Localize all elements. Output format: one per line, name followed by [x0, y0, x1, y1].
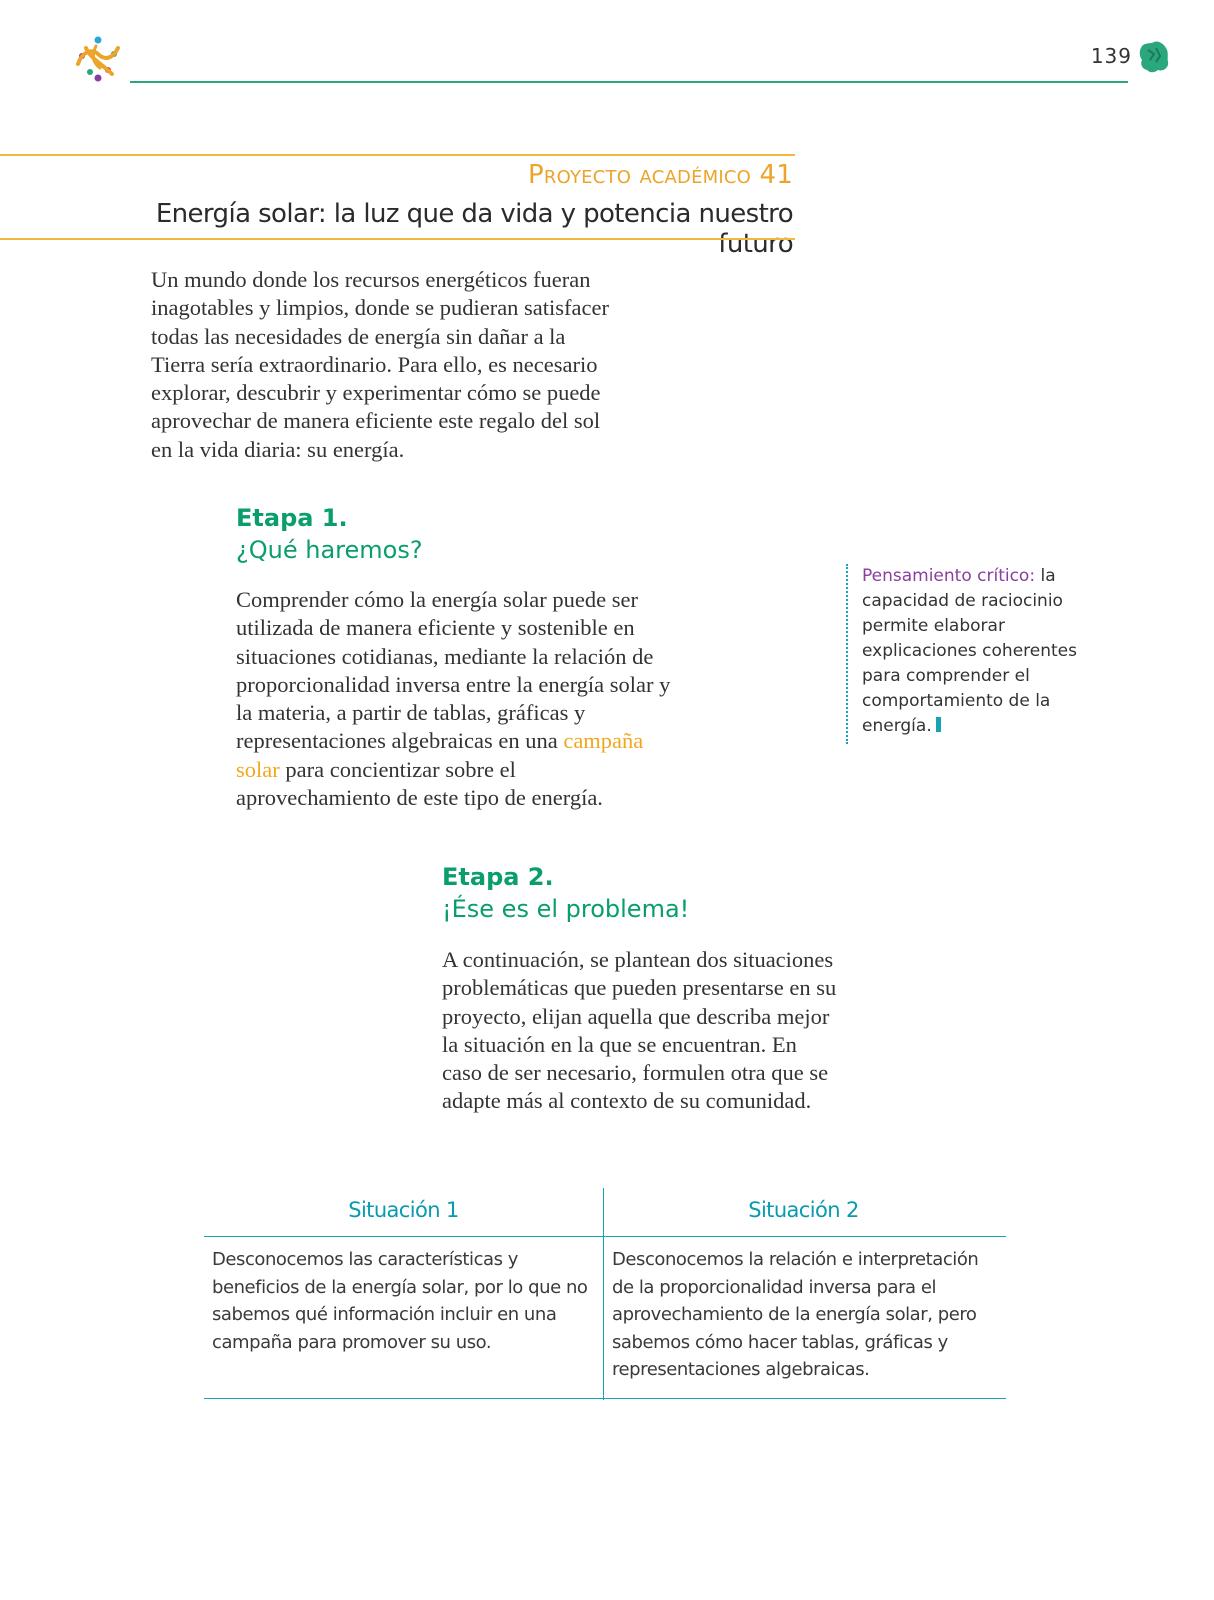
etapa1-subheading: ¿Qué haremos?	[236, 536, 423, 564]
etapa2-paragraph: A continuación, se plantean dos situaciones problemáticas que pueden presentarse en su proyecto, elijan aquella que describa mejor la situación en la que se encuentran. En caso de ser necesario, formulen otra que se adapte más al contexto de su comunidad.	[442, 947, 837, 1114]
title-rule-bottom	[0, 238, 795, 240]
etapa2-subheading: ¡Ése es el problema!	[442, 895, 690, 923]
etapa1-heading-block	[236, 502, 736, 566]
glossary-term-campana-solar: campaña solar	[236, 728, 644, 782]
etapa1-text-before: Comprender cómo la energía solar puede ser utilizada de manera eficiente y sostenible en situaciones cotidianas, mediante la relación de proporcionalidad inversa entre la energía solar y la materia, a partir de tablas, gráficas y representaciones algebraicas en una	[236, 587, 671, 754]
situation-1-text: Desconocemos las características y beneficios de la energía solar, por lo que no sabemos qué información incluir en una campaña para promover su uso.	[212, 1249, 588, 1353]
situation-2-title: Situación 2	[748, 1198, 859, 1222]
header-rule	[130, 81, 1128, 83]
situation-1-title: Situación 1	[348, 1198, 459, 1222]
project-label: Proyecto académico 41	[528, 160, 793, 190]
end-mark-icon	[936, 717, 941, 732]
etapa1-paragraph	[236, 586, 676, 812]
intro-paragraph: Un mundo donde los recursos energéticos fueran inagotables y limpios, donde se pudieran satisfacer todas las necesidades de energía sin dañar a la Tierra sería extraordinario. Para ello, es necesario explorar, descubrir y experimentar cómo se puede aprovechar de manera eficiente este regalo del sol en la vida diaria: su energía.	[151, 267, 609, 462]
project-title: Energía solar: la luz que da vida y potencia nuestro futuro	[155, 199, 793, 259]
situation-2-text: Desconocemos la relación e interpretación de la proporcionalidad inversa para el aprovechamiento de la energía solar, pero sabemos cómo hacer tablas, gráficas y representaciones algebraicas.	[612, 1249, 979, 1380]
green-mark-icon	[1138, 40, 1170, 74]
etapa1-heading: Etapa 1.	[236, 504, 348, 532]
decorative-logo-icon	[72, 34, 124, 84]
table-bottom-rule	[204, 1398, 1006, 1399]
glossary-sidebar-text	[862, 564, 1112, 739]
page-number: 139	[1090, 44, 1132, 68]
title-rule-top	[0, 154, 795, 156]
situations-table	[204, 1188, 1006, 1400]
etapa1-text-after: para concientizar sobre el aprovechamiento de este tipo de energía.	[236, 756, 603, 811]
table-header-rule	[204, 1236, 1006, 1237]
glossary-definition: la capacidad de raciocinio permite elaborar explicaciones coherentes para comprender el comportamiento de la energía.	[862, 566, 1077, 736]
etapa2-heading: Etapa 2.	[442, 863, 554, 891]
etapa2-heading-block	[442, 861, 942, 925]
glossary-sidebar	[846, 564, 1110, 744]
glossary-term: Pensamiento crítico:	[862, 566, 1036, 586]
